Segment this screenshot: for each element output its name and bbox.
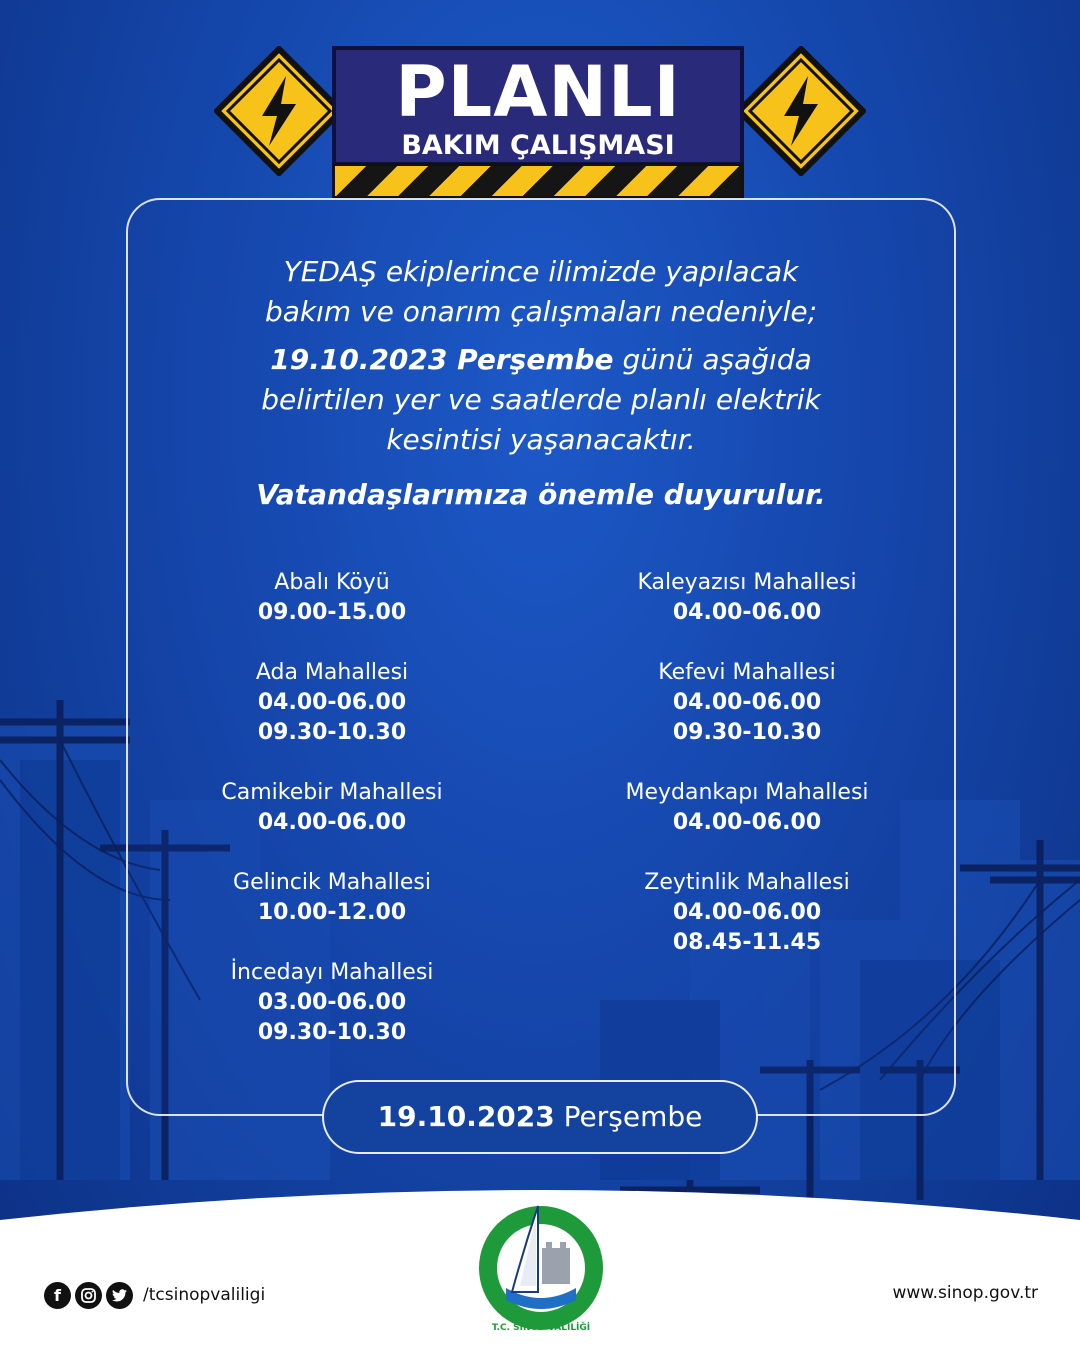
location-entry [132, 778, 532, 838]
intro-line [126, 340, 956, 380]
location-entry [132, 868, 532, 928]
locations-left-column [132, 568, 532, 1048]
intro-line-rest: günü aşağıda [613, 343, 812, 376]
twitter-icon[interactable] [106, 1282, 133, 1309]
location-time: 04.00-06.00 [672, 690, 822, 715]
location-time: 09.30-10.30 [257, 720, 407, 745]
date-pill-day: Perşembe [554, 1100, 703, 1133]
location-name: İncedayı Mahallesi [230, 960, 434, 985]
sinop-valiligi-logo [476, 1188, 606, 1336]
location-time: 04.00-06.00 [672, 600, 822, 625]
location-name: Kefevi Mahallesi [658, 660, 836, 685]
location-time: 10.00-12.00 [257, 900, 407, 925]
date-pill [322, 1080, 758, 1154]
social-handle[interactable]: /tcsinopvaliligi [143, 1285, 266, 1305]
facebook-icon[interactable]: f [44, 1282, 71, 1309]
location-time: 04.00-06.00 [257, 810, 407, 835]
location-entry [547, 568, 947, 628]
location-time: 04.00-06.00 [672, 900, 822, 925]
left-warning-sign [214, 46, 344, 176]
location-time: 04.00-06.00 [672, 810, 822, 835]
location-name: Gelincik Mahallesi [233, 870, 431, 895]
intro-date: 19.10.2023 Perşembe [270, 343, 614, 376]
location-entry [132, 658, 532, 748]
intro-line: belirtilen yer ve saatlerde planlı elektrik [261, 383, 821, 416]
location-time: 04.00-06.00 [257, 690, 407, 715]
location-name: Ada Mahallesi [255, 660, 409, 685]
logo-text: T.C. SİNOP VALİLİĞİ [491, 1323, 591, 1333]
location-entry [132, 958, 532, 1048]
location-name: Abalı Köyü [274, 570, 390, 595]
intro-line: bakım ve onarım çalışmaları nedeniyle; [264, 295, 818, 328]
location-time: 09.30-10.30 [672, 720, 822, 745]
intro-line: kesintisi yaşanacaktır. [386, 423, 696, 456]
social-links [44, 1281, 265, 1309]
header [0, 0, 1080, 200]
location-entry [547, 868, 947, 958]
location-name: Meydankapı Mahallesi [625, 780, 869, 805]
website-link[interactable]: www.sinop.gov.tr [892, 1283, 1038, 1303]
location-name: Zeytinlik Mahallesi [644, 870, 850, 895]
location-time: 09.00-15.00 [257, 600, 407, 625]
intro-paragraph-2 [126, 340, 956, 460]
intro-paragraph-1 [126, 252, 956, 332]
locations-right-column [547, 568, 947, 958]
location-time: 08.45-11.45 [672, 930, 822, 955]
location-entry [132, 568, 532, 628]
notice-text: Vatandaşlarımıza önemle duyurulur. [256, 478, 826, 511]
hazard-stripe [332, 163, 744, 199]
date-pill-date: 19.10.2023 [377, 1100, 555, 1133]
location-entry [547, 778, 947, 838]
title-box [332, 46, 744, 166]
page-title: PLANLI [395, 51, 681, 133]
intro-line: YEDAŞ ekiplerince ilimizde yapılacak [283, 255, 799, 288]
location-name: Camikebir Mahallesi [221, 780, 443, 805]
page-subtitle: BAKIM ÇALIŞMASI [401, 130, 675, 161]
location-name: Kaleyazısı Mahallesi [637, 570, 857, 595]
location-entry [547, 658, 947, 748]
location-time: 09.30-10.30 [257, 1020, 407, 1045]
instagram-icon[interactable] [75, 1282, 102, 1309]
right-warning-sign [736, 46, 866, 176]
location-time: 03.00-06.00 [257, 990, 407, 1015]
